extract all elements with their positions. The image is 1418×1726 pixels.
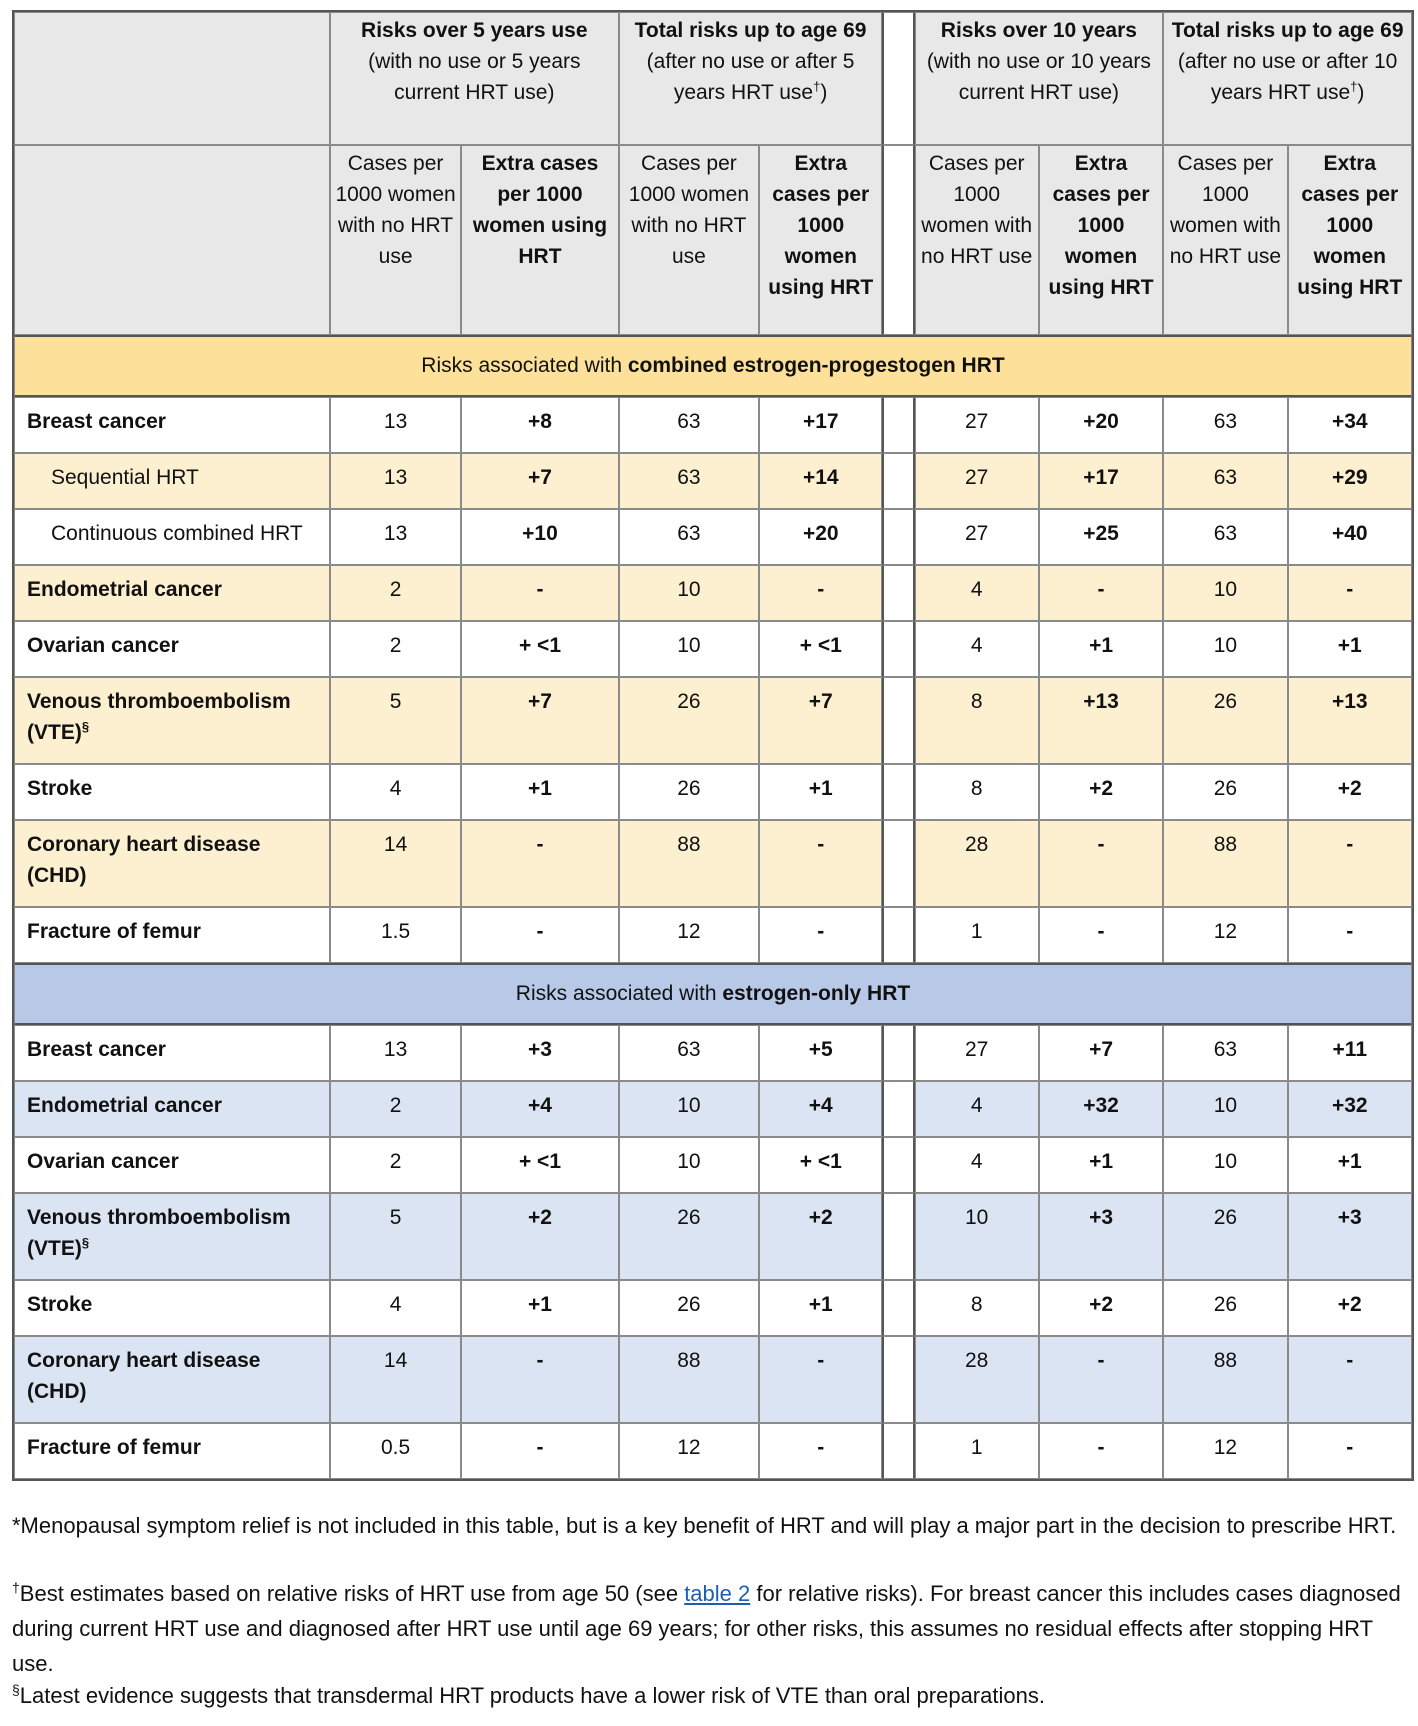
column-gap bbox=[882, 1193, 914, 1280]
cases-cell: 1 bbox=[915, 907, 1039, 963]
extra-cases-cell: +2 bbox=[1288, 1280, 1412, 1336]
extra-cases-cell: +13 bbox=[1288, 677, 1412, 764]
column-gap bbox=[882, 820, 914, 907]
extra-cases-cell: +4 bbox=[759, 1081, 882, 1137]
cases-cell: 63 bbox=[619, 1025, 759, 1081]
table-row bbox=[14, 820, 1412, 907]
extra-cases-cell: +34 bbox=[1288, 397, 1412, 453]
section-mark: § bbox=[81, 719, 90, 734]
cases-cell: 8 bbox=[915, 1280, 1039, 1336]
header-group-subtitle: (after no use or after 10 years HRT use bbox=[1177, 50, 1398, 104]
extra-cases-cell: +8 bbox=[461, 397, 618, 453]
extra-cases-cell: +14 bbox=[759, 453, 882, 509]
extra-cases-cell: + <1 bbox=[461, 1137, 618, 1193]
cases-cell: 10 bbox=[1163, 621, 1287, 677]
cases-cell: 10 bbox=[1163, 1137, 1287, 1193]
cases-cell: 8 bbox=[915, 677, 1039, 764]
extra-cases-cell: +2 bbox=[461, 1193, 618, 1280]
column-gap bbox=[882, 145, 914, 335]
extra-cases-cell: +40 bbox=[1288, 509, 1412, 565]
extra-cases-cell: +1 bbox=[1288, 621, 1412, 677]
header-group-subtitle: (with no use or 10 years current HRT use) bbox=[926, 50, 1151, 104]
extra-cases-cell: +32 bbox=[1288, 1081, 1412, 1137]
table-row bbox=[14, 565, 1412, 621]
cases-cell: 26 bbox=[619, 764, 759, 820]
cases-cell: 88 bbox=[619, 820, 759, 907]
extra-cases-cell: +1 bbox=[1039, 621, 1163, 677]
extra-cases-cell: - bbox=[759, 1336, 882, 1423]
table-row bbox=[14, 453, 1412, 509]
extra-cases-cell: +2 bbox=[1288, 764, 1412, 820]
cases-cell: 10 bbox=[1163, 565, 1287, 621]
row-label: Venous thromboembolism (VTE)§ bbox=[14, 1193, 330, 1280]
column-gap bbox=[882, 397, 914, 453]
section-title-bold: combined estrogen-progestogen HRT bbox=[627, 354, 1005, 377]
cases-cell: 10 bbox=[619, 565, 759, 621]
cases-cell: 88 bbox=[619, 1336, 759, 1423]
cases-cell: 2 bbox=[330, 621, 461, 677]
cases-cell: 4 bbox=[915, 1137, 1039, 1193]
col-no-use-header: Cases per 1000 women with no HRT use bbox=[619, 145, 759, 335]
extra-cases-cell: +17 bbox=[1039, 453, 1163, 509]
footnote-symptom-relief: *Menopausal symptom relief is not included in this table, but is a key benefit of HRT and will play a major part in the decision to prescribe HRT. bbox=[12, 1513, 1397, 1538]
cases-cell: 10 bbox=[915, 1193, 1039, 1280]
col-no-use-header: Cases per 1000 women with no HRT use bbox=[915, 145, 1039, 335]
section-title-bold: estrogen-only HRT bbox=[722, 982, 911, 1005]
col-no-use-header: Cases per 1000 women with no HRT use bbox=[330, 145, 461, 335]
row-label: Coronary heart disease (CHD) bbox=[14, 820, 330, 907]
extra-cases-cell: +1 bbox=[461, 764, 618, 820]
extra-cases-cell: +2 bbox=[1039, 1280, 1163, 1336]
extra-cases-cell: - bbox=[759, 565, 882, 621]
cases-cell: 28 bbox=[915, 1336, 1039, 1423]
table-row bbox=[14, 1336, 1412, 1423]
col-extra-header: Extra cases per 1000 women using HRT bbox=[1039, 145, 1163, 335]
cases-cell: 13 bbox=[330, 509, 461, 565]
cases-cell: 8 bbox=[915, 764, 1039, 820]
extra-cases-cell: +1 bbox=[759, 764, 882, 820]
header-group-4 bbox=[1163, 12, 1412, 145]
extra-cases-cell: +13 bbox=[1039, 677, 1163, 764]
cases-cell: 10 bbox=[619, 1081, 759, 1137]
extra-cases-cell: - bbox=[1288, 820, 1412, 907]
extra-cases-cell: - bbox=[1288, 565, 1412, 621]
header-blank-2 bbox=[14, 145, 330, 335]
extra-cases-cell: +25 bbox=[1039, 509, 1163, 565]
row-label: Stroke bbox=[14, 1280, 330, 1336]
cases-cell: 5 bbox=[330, 677, 461, 764]
row-label: Sequential HRT bbox=[14, 453, 330, 509]
row-label: Stroke bbox=[14, 764, 330, 820]
cases-cell: 4 bbox=[915, 565, 1039, 621]
cases-cell: 0.5 bbox=[330, 1423, 461, 1479]
row-label: Ovarian cancer bbox=[14, 1137, 330, 1193]
row-label: Endometrial cancer bbox=[14, 565, 330, 621]
extra-cases-cell: +20 bbox=[1039, 397, 1163, 453]
cases-cell: 26 bbox=[619, 677, 759, 764]
extra-cases-cell: +7 bbox=[1039, 1025, 1163, 1081]
cases-cell: 12 bbox=[619, 907, 759, 963]
cases-cell: 13 bbox=[330, 397, 461, 453]
table-row bbox=[14, 1137, 1412, 1193]
extra-cases-cell: + <1 bbox=[759, 621, 882, 677]
row-label: Fracture of femur bbox=[14, 1423, 330, 1479]
cases-cell: 4 bbox=[915, 1081, 1039, 1137]
row-label: Breast cancer bbox=[14, 1025, 330, 1081]
cases-cell: 4 bbox=[330, 764, 461, 820]
extra-cases-cell: +17 bbox=[759, 397, 882, 453]
cases-cell: 10 bbox=[619, 621, 759, 677]
table-row bbox=[14, 677, 1412, 764]
cases-cell: 27 bbox=[915, 1025, 1039, 1081]
column-gap bbox=[882, 1025, 914, 1081]
col-extra-header: Extra cases per 1000 women using HRT bbox=[759, 145, 882, 335]
section-mark: § bbox=[81, 1235, 90, 1250]
cases-cell: 14 bbox=[330, 820, 461, 907]
cases-cell: 63 bbox=[1163, 1025, 1287, 1081]
column-gap bbox=[882, 621, 914, 677]
cases-cell: 1 bbox=[915, 1423, 1039, 1479]
column-gap bbox=[882, 1081, 914, 1137]
header-group-title: Risks over 10 years bbox=[940, 19, 1137, 42]
cases-cell: 88 bbox=[1163, 820, 1287, 907]
column-gap bbox=[882, 677, 914, 764]
row-label: Venous thromboembolism (VTE)§ bbox=[14, 677, 330, 764]
column-gap bbox=[882, 764, 914, 820]
extra-cases-cell: +3 bbox=[461, 1025, 618, 1081]
table-row bbox=[14, 1193, 1412, 1280]
cases-cell: 26 bbox=[1163, 764, 1287, 820]
cases-cell: 2 bbox=[330, 1137, 461, 1193]
extra-cases-cell: +32 bbox=[1039, 1081, 1163, 1137]
extra-cases-cell: - bbox=[461, 907, 618, 963]
extra-cases-cell: +7 bbox=[461, 677, 618, 764]
footnote-best-estimates: †Best estimates based on relative risks of HRT use from age 50 (see table 2 for relative risks). For breast cancer this includes cases diagnosed during current HRT use and diagnosed after HRT use until age 69 years; for other risks, this assumes no residual effects after stopping HRT use. bbox=[12, 1579, 1401, 1676]
extra-cases-cell: +11 bbox=[1288, 1025, 1412, 1081]
extra-cases-cell: - bbox=[461, 820, 618, 907]
footnote-vte: §Latest evidence suggests that transdermal HRT products have a lower risk of VTE than oral preparations. bbox=[12, 1681, 1045, 1708]
extra-cases-cell: - bbox=[1288, 1423, 1412, 1479]
cases-cell: 63 bbox=[1163, 453, 1287, 509]
row-label: Breast cancer bbox=[14, 397, 330, 453]
extra-cases-cell: +29 bbox=[1288, 453, 1412, 509]
cases-cell: 28 bbox=[915, 820, 1039, 907]
extra-cases-cell: - bbox=[461, 565, 618, 621]
table-row bbox=[14, 509, 1412, 565]
column-gap bbox=[882, 1280, 914, 1336]
column-gap bbox=[882, 1423, 914, 1479]
extra-cases-cell: - bbox=[1288, 1336, 1412, 1423]
cases-cell: 4 bbox=[330, 1280, 461, 1336]
extra-cases-cell: +2 bbox=[759, 1193, 882, 1280]
cases-cell: 13 bbox=[330, 1025, 461, 1081]
header-group-title: Risks over 5 years use bbox=[361, 19, 588, 42]
extra-cases-cell: - bbox=[1039, 820, 1163, 907]
col-no-use-header: Cases per 1000 women with no HRT use bbox=[1163, 145, 1287, 335]
table-row bbox=[14, 397, 1412, 453]
cases-cell: 26 bbox=[1163, 677, 1287, 764]
cases-cell: 26 bbox=[1163, 1280, 1287, 1336]
cases-cell: 14 bbox=[330, 1336, 461, 1423]
row-label: Endometrial cancer bbox=[14, 1081, 330, 1137]
cases-cell: 5 bbox=[330, 1193, 461, 1280]
column-gap bbox=[882, 565, 914, 621]
extra-cases-cell: - bbox=[1039, 1336, 1163, 1423]
cases-cell: 2 bbox=[330, 565, 461, 621]
header-group-title: Total risks up to age 69 bbox=[634, 19, 867, 42]
cases-cell: 63 bbox=[1163, 509, 1287, 565]
row-label: Ovarian cancer bbox=[14, 621, 330, 677]
dagger-mark: † bbox=[1350, 79, 1358, 94]
cases-cell: 26 bbox=[1163, 1193, 1287, 1280]
cases-cell: 4 bbox=[915, 621, 1039, 677]
extra-cases-cell: +3 bbox=[1039, 1193, 1163, 1280]
extra-cases-cell: +5 bbox=[759, 1025, 882, 1081]
extra-cases-cell: +1 bbox=[759, 1280, 882, 1336]
cases-cell: 10 bbox=[1163, 1081, 1287, 1137]
column-gap bbox=[882, 1137, 914, 1193]
extra-cases-cell: +1 bbox=[1039, 1137, 1163, 1193]
extra-cases-cell: +10 bbox=[461, 509, 618, 565]
cases-cell: 12 bbox=[1163, 907, 1287, 963]
cases-cell: 63 bbox=[619, 397, 759, 453]
header-group-1 bbox=[330, 12, 619, 145]
extra-cases-cell: +20 bbox=[759, 509, 882, 565]
cases-cell: 26 bbox=[619, 1193, 759, 1280]
row-label: Coronary heart disease (CHD) bbox=[14, 1336, 330, 1423]
extra-cases-cell: +1 bbox=[461, 1280, 618, 1336]
extra-cases-cell: +7 bbox=[759, 677, 882, 764]
row-label: Continuous combined HRT bbox=[14, 509, 330, 565]
column-gap bbox=[882, 453, 914, 509]
dagger-mark: † bbox=[813, 79, 821, 94]
header-group-3 bbox=[915, 12, 1164, 145]
extra-cases-cell: - bbox=[759, 1423, 882, 1479]
table-row bbox=[14, 907, 1412, 963]
extra-cases-cell: +2 bbox=[1039, 764, 1163, 820]
extra-cases-cell: - bbox=[1039, 565, 1163, 621]
extra-cases-cell: - bbox=[1288, 907, 1412, 963]
cases-cell: 27 bbox=[915, 509, 1039, 565]
column-gap bbox=[882, 12, 914, 145]
column-gap bbox=[882, 509, 914, 565]
table-2-link[interactable]: table 2 bbox=[684, 1581, 751, 1606]
header-blank bbox=[14, 12, 330, 145]
cases-cell: 27 bbox=[915, 453, 1039, 509]
extra-cases-cell: - bbox=[461, 1423, 618, 1479]
section-title: Risks associated with combined estrogen-progestogen HRT bbox=[14, 335, 1412, 397]
extra-cases-cell: +7 bbox=[461, 453, 618, 509]
cases-cell: 27 bbox=[915, 397, 1039, 453]
section-title: Risks associated with estrogen-only HRT bbox=[14, 963, 1412, 1025]
header-group-2 bbox=[619, 12, 883, 145]
table-row bbox=[14, 1280, 1412, 1336]
extra-cases-cell: +4 bbox=[461, 1081, 618, 1137]
extra-cases-cell: +1 bbox=[1288, 1137, 1412, 1193]
header-group-subtitle: (with no use or 5 years current HRT use) bbox=[368, 50, 581, 104]
extra-cases-cell: - bbox=[759, 907, 882, 963]
cases-cell: 26 bbox=[619, 1280, 759, 1336]
cases-cell: 63 bbox=[619, 453, 759, 509]
column-gap bbox=[882, 907, 914, 963]
cases-cell: 12 bbox=[619, 1423, 759, 1479]
hrt-risk-table bbox=[12, 10, 1414, 1481]
cases-cell: 1.5 bbox=[330, 907, 461, 963]
cases-cell: 63 bbox=[1163, 397, 1287, 453]
table-row bbox=[14, 764, 1412, 820]
row-label: Fracture of femur bbox=[14, 907, 330, 963]
extra-cases-cell: - bbox=[1039, 1423, 1163, 1479]
extra-cases-cell: - bbox=[461, 1336, 618, 1423]
header-group-subtitle: (after no use or after 5 years HRT use bbox=[646, 50, 855, 104]
close-paren: ) bbox=[820, 81, 828, 104]
header-group-title: Total risks up to age 69 bbox=[1171, 19, 1404, 42]
extra-cases-cell: - bbox=[759, 820, 882, 907]
cases-cell: 63 bbox=[619, 509, 759, 565]
table-row bbox=[14, 1081, 1412, 1137]
col-extra-header: Extra cases per 1000 women using HRT bbox=[461, 145, 618, 335]
extra-cases-cell: - bbox=[1039, 907, 1163, 963]
extra-cases-cell: + <1 bbox=[759, 1137, 882, 1193]
column-gap bbox=[882, 1336, 914, 1423]
cases-cell: 13 bbox=[330, 453, 461, 509]
table-row bbox=[14, 621, 1412, 677]
col-extra-header: Extra cases per 1000 women using HRT bbox=[1288, 145, 1412, 335]
table-row bbox=[14, 1423, 1412, 1479]
cases-cell: 12 bbox=[1163, 1423, 1287, 1479]
close-paren: ) bbox=[1357, 81, 1365, 104]
cases-cell: 2 bbox=[330, 1081, 461, 1137]
extra-cases-cell: + <1 bbox=[461, 621, 618, 677]
cases-cell: 10 bbox=[619, 1137, 759, 1193]
table-row bbox=[14, 1025, 1412, 1081]
cases-cell: 88 bbox=[1163, 1336, 1287, 1423]
extra-cases-cell: +3 bbox=[1288, 1193, 1412, 1280]
